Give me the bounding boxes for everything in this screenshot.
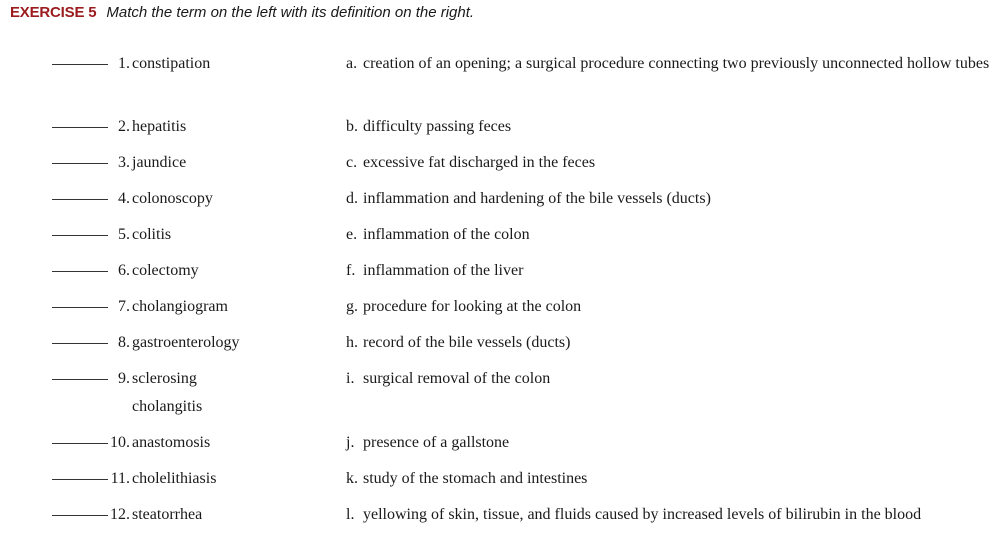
term-number: 8. (118, 334, 130, 351)
answer-blank[interactable] (52, 343, 108, 344)
definition-letter: j. (346, 434, 355, 451)
exercise-header (10, 4, 474, 26)
definition-letter: h. (346, 334, 358, 351)
term-text: cholelithiasis (132, 470, 217, 487)
answer-blank[interactable] (52, 64, 108, 65)
definition-text: excessive fat discharged in the feces (363, 154, 596, 171)
definition-text: surgical removal of the colon (363, 370, 551, 387)
term-number: 10. (110, 434, 130, 451)
answer-blank[interactable] (52, 127, 108, 128)
term-text: sclerosing cholangitis (132, 370, 203, 415)
term-text: jaundice (132, 154, 187, 171)
definition-text: yellowing of skin, tissue, and fluids caused by increased levels of bilirubin in the blood (363, 506, 922, 523)
term-text: steatorrhea (132, 506, 203, 523)
exercise-label: EXERCISE 5 (10, 4, 97, 21)
definition-letter: f. (346, 262, 356, 279)
term-text: colonoscopy (132, 190, 213, 207)
definition-letter: a. (346, 55, 358, 72)
definition-text: presence of a gallstone (363, 434, 510, 451)
definition-letter: i. (346, 370, 355, 387)
term-number: 12. (110, 506, 130, 523)
term-text: colitis (132, 226, 172, 243)
term-number: 3. (118, 154, 130, 171)
definition-text: creation of an opening; a surgical procedure connecting two previously unconnected hollow tubes (363, 55, 990, 72)
answer-blank[interactable] (52, 163, 108, 164)
definition-text: inflammation of the liver (363, 262, 524, 279)
term-text: hepatitis (132, 118, 187, 135)
term-text: colectomy (132, 262, 199, 279)
definition-text: procedure for looking at the colon (363, 298, 582, 315)
term-text: gastroenterology (132, 334, 240, 351)
answer-blank[interactable] (52, 199, 108, 200)
definition-letter: l. (346, 506, 355, 523)
definition-text: study of the stomach and intestines (363, 470, 588, 487)
exercise-instruction: Match the term on the left with its definition on the right. (106, 4, 475, 21)
term-number: 11. (110, 470, 130, 487)
definition-letter: b. (346, 118, 358, 135)
term-number: 6. (118, 262, 130, 279)
definition-text: inflammation of the colon (363, 226, 530, 243)
definition-text: difficulty passing feces (363, 118, 512, 135)
term-text: constipation (132, 55, 211, 72)
answer-blank[interactable] (52, 443, 108, 444)
answer-blank[interactable] (52, 271, 108, 272)
term-number: 4. (118, 190, 130, 207)
answer-blank[interactable] (52, 307, 108, 308)
definition-text: record of the bile vessels (ducts) (363, 334, 571, 351)
definition-letter: e. (346, 226, 358, 243)
answer-blank[interactable] (52, 235, 108, 236)
term-text: cholangiogram (132, 298, 228, 315)
definition-text: inflammation and hardening of the bile vessels (ducts) (363, 190, 711, 207)
term-number: 9. (118, 370, 130, 387)
definition-letter: g. (346, 298, 358, 315)
term-number: 5. (118, 226, 130, 243)
definition-letter: d. (346, 190, 358, 207)
answer-blank[interactable] (52, 479, 108, 480)
term-number: 1. (118, 55, 130, 72)
definition-letter: k. (346, 470, 358, 487)
term-number: 2. (118, 118, 130, 135)
answer-blank[interactable] (52, 379, 108, 380)
definition-letter: c. (346, 154, 358, 171)
term-text: anastomosis (132, 434, 211, 451)
term-number: 7. (118, 298, 130, 315)
answer-blank[interactable] (52, 515, 108, 516)
